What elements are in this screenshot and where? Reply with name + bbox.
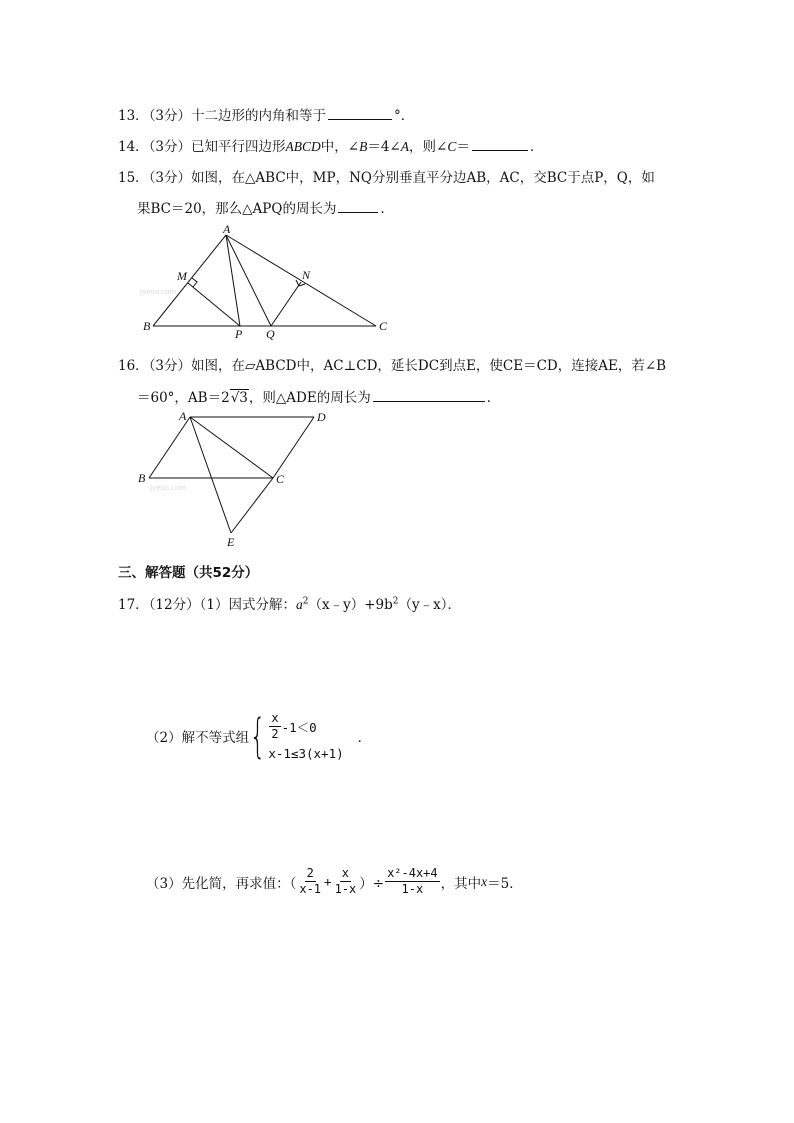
watermark: Jyeoo.com bbox=[140, 288, 177, 296]
q17-p3-label: （3）先化简，再求值：（ bbox=[146, 875, 297, 892]
inequality-system bbox=[249, 711, 344, 761]
label-q: Q bbox=[266, 327, 275, 341]
fraction-3: $\frac{\text{x²-4x+4}}{1-x}$ bbox=[387, 866, 438, 896]
q14-var: B bbox=[359, 139, 368, 154]
q17-number: 17． bbox=[118, 597, 149, 613]
q17-p1-expr: a bbox=[295, 597, 303, 612]
q15-text: 如图，在△ABC中，MP，NQ分别垂直平分边AB，AC，交BC于点P，Q，如 bbox=[191, 170, 655, 186]
fraction-2: $\frac{x}{1-x}$ bbox=[334, 866, 357, 896]
question-13 bbox=[118, 104, 414, 124]
q16-sqrt: √3 bbox=[230, 390, 248, 406]
q14-text: ＝4∠ bbox=[367, 139, 401, 155]
question-16-line2 bbox=[137, 386, 500, 406]
q14-var: A bbox=[400, 139, 409, 154]
inequality-row-2: x-1≤3(x+1) bbox=[268, 746, 344, 761]
q14-text: ，则∠ bbox=[409, 139, 448, 155]
fraction-1: $\frac{2}{x-1}$ bbox=[299, 866, 322, 896]
q17-p1-expr: （x﹣y）+9b bbox=[308, 597, 393, 613]
q14-text: ＝ bbox=[456, 139, 470, 155]
question-17-part3: （3）先化简，再求值：（ $\frac{2}{x-1}$ + $\frac{x}{1-x}$ ）÷ $\frac{\text{x²-4x+4}}{1-x}$ ，其中 x ＝5． bbox=[146, 866, 523, 896]
q16-number: 16． bbox=[118, 358, 149, 374]
question-16-line1 bbox=[118, 354, 666, 374]
q15-text: 果BC＝20，那么△APQ的周长为 bbox=[137, 201, 337, 217]
fraction: $\frac{x}{2}$ bbox=[271, 711, 279, 741]
q14-number: 14． bbox=[118, 139, 149, 155]
q14-var: C bbox=[447, 139, 457, 154]
inequality-row-1: $\frac{x}{2}$ -1＜0 bbox=[271, 711, 317, 741]
q16-answer-blank[interactable] bbox=[373, 387, 485, 402]
q13-score: （3分） bbox=[148, 108, 192, 124]
label-a: A bbox=[179, 409, 187, 423]
q13-answer-blank[interactable] bbox=[328, 105, 392, 120]
q15-suffix: ． bbox=[380, 201, 394, 217]
q14-answer-blank[interactable] bbox=[472, 136, 528, 151]
q14-suffix: ． bbox=[529, 139, 544, 155]
q13-suffix: °． bbox=[394, 108, 415, 124]
q16-suffix: ． bbox=[486, 390, 501, 406]
label-n: N bbox=[302, 268, 311, 282]
question-14 bbox=[118, 135, 543, 155]
section-title: 三、解答题（共52分） bbox=[118, 565, 259, 581]
label-p: P bbox=[235, 327, 243, 341]
q16-text: ＝60°，AB＝2 bbox=[137, 390, 230, 406]
label-b: B bbox=[138, 471, 146, 485]
q13-text: 十二边形的内角和等于 bbox=[191, 108, 327, 124]
label-c: C bbox=[276, 472, 285, 486]
brace-icon: { bbox=[249, 709, 266, 763]
question-17-part1: 17．（12分）（1）因式分解：$a^2(x﹣y)+9b^2(y﹣x)$． bbox=[118, 596, 461, 613]
question-15-line2 bbox=[137, 197, 394, 217]
q17-p2-suffix: ． bbox=[357, 730, 372, 746]
q13-number: 13． bbox=[118, 108, 149, 124]
q16-text: 如图，在▱ABCD中，AC⊥CD，延长DC到点E，使CE＝CD，连接AE，若∠B bbox=[191, 358, 667, 374]
label-e: E bbox=[227, 535, 235, 549]
question-17-part2 bbox=[146, 711, 371, 761]
figure-15-triangle bbox=[136, 222, 406, 346]
q14-text: 已知平行四边形 bbox=[191, 139, 286, 155]
q17-p1-label: （1）因式分解： bbox=[199, 597, 296, 613]
q15-answer-blank[interactable] bbox=[338, 198, 378, 213]
q16-score: （3分） bbox=[148, 358, 192, 374]
figure-16-parallelogram bbox=[130, 404, 340, 552]
label-d: D bbox=[317, 410, 326, 424]
q15-number: 15． bbox=[118, 170, 149, 186]
label-b: B bbox=[143, 319, 151, 333]
label-m: M bbox=[177, 269, 187, 283]
q16-text: ，则△ADE的周长为 bbox=[248, 390, 371, 406]
q14-text: 中，∠ bbox=[320, 139, 360, 155]
q17-p1-expr: （y﹣x）． bbox=[398, 597, 461, 613]
question-15-line1 bbox=[118, 166, 655, 186]
q17-score: （12分） bbox=[148, 597, 200, 613]
label-c: C bbox=[379, 319, 388, 333]
q17-p2-label: （2）解不等式组 bbox=[146, 730, 250, 746]
label-a: A bbox=[223, 222, 231, 236]
watermark: Jyeoo.com bbox=[150, 484, 187, 492]
q15-score: （3分） bbox=[148, 170, 192, 186]
q14-score: （3分） bbox=[148, 139, 192, 155]
q14-var: ABCD bbox=[285, 139, 321, 154]
